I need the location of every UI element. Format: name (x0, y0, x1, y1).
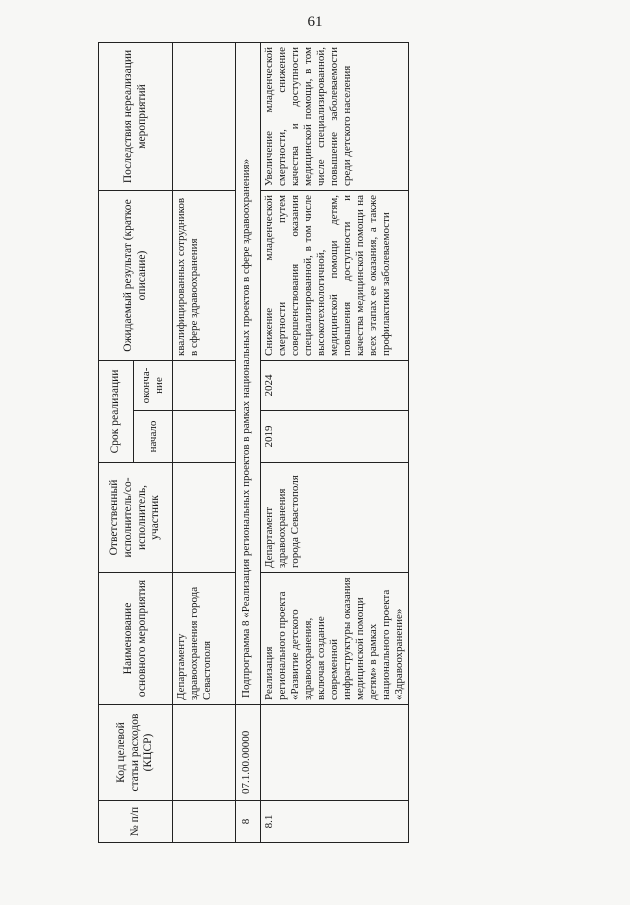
header-num: № п/п (99, 801, 173, 843)
subprogram-num: 8 (236, 801, 261, 843)
subprogram-title: Подпрограмма 8 «Реализация региональных проектов в рамках национальных проектов в сфере здравоохранения» (236, 43, 261, 705)
cell-empty (173, 463, 236, 573)
header-result: Ожидаемый результат (краткое описание) (99, 191, 173, 361)
page-number: 61 (307, 14, 323, 30)
cell-empty (173, 361, 236, 411)
table-row (261, 43, 409, 843)
cell-empty (173, 801, 236, 843)
row-start: 2019 (261, 411, 409, 463)
cell-empty (261, 705, 409, 801)
header-responsible: Ответственный исполнитель/со-исполнитель, участник (99, 463, 173, 573)
header-start: начало (134, 411, 173, 463)
row-consequences: Увеличение младенческой смертности, снижение качества и доступности медицинской помощи, в том числе специализированной, повышение заболеваемости среди детского населения (261, 43, 409, 191)
cell-empty (173, 411, 236, 463)
row-num: 8.1 (261, 801, 409, 843)
continuation-result: квалифицированных сотрудников в сфере здравоохранения (173, 191, 236, 361)
rotated-table-container (98, 43, 443, 843)
subprogram-code: 07.1.00.00000 (236, 705, 261, 801)
subprogram-row (236, 43, 261, 843)
header-row (99, 43, 134, 843)
header-period: Срок реализации (99, 361, 134, 463)
header-end: оконча-ние (134, 361, 173, 411)
row-end: 2024 (261, 361, 409, 411)
continuation-name: Департаменту здравоохранения города Севастополя (173, 573, 236, 705)
row-responsible: Департамент здравоохранения города Севастополя (261, 463, 409, 573)
row-result: Снижение младенческой смертности путем совершенствования оказания специализированной, в том числе высокотехнологичной, медицинской помощи детям, повышения доступности и качества медицинской помощи на всех этапах ее оказания, а также профилактики заболеваемости (261, 191, 409, 361)
header-name: Наименование основного мероприятия (99, 573, 173, 705)
cell-empty (173, 705, 236, 801)
continuation-row (173, 43, 236, 843)
cell-empty (173, 43, 236, 191)
header-code: Код целевой статьи расходов (КЦСР) (99, 705, 173, 801)
events-table (98, 42, 409, 843)
row-name: Реализация регионального проекта «Развитие детского здравоохранения, включая создание современной инфраструктуры оказания медицинской помощи детям» в рамках национального проекта «Здравоохранение» (261, 573, 409, 705)
header-consequences: Последствия нереализации мероприятий (99, 43, 173, 191)
